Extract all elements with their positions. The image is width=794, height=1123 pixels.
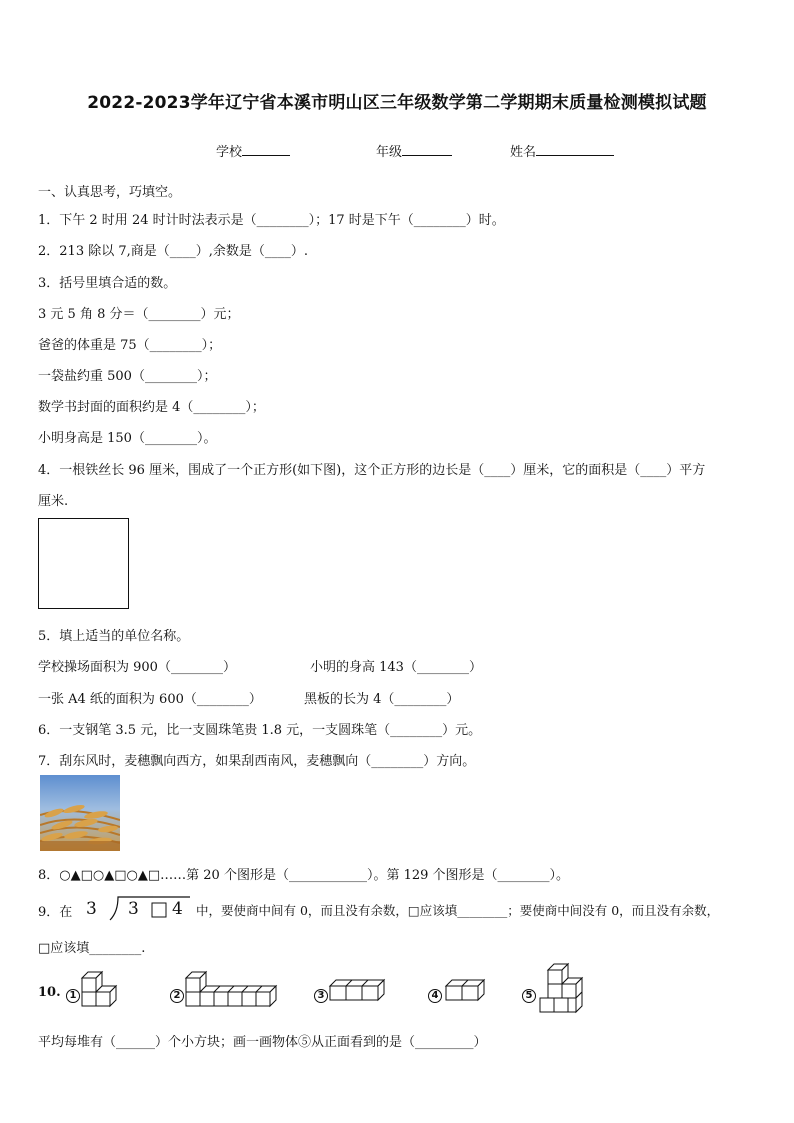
figure-1-number [66,984,80,1003]
figure-number: 5 [522,989,536,1003]
question-4-line2: 厘米. [38,494,69,509]
cube-figure-2 [184,966,280,1016]
question-5: 5．填上适当的单位名称。 [38,629,190,644]
figure-5-number [522,984,536,1003]
cube-figure-3 [328,972,388,1010]
question-6: 6．一支钢笔 3.5 元，比一支圆珠笔贵 1.8 元，一支圆珠笔（________）元。 [38,723,482,738]
question-10-line2: 平均每堆有（______）个小方块；画一画物体⑤从正面看到的是（_________） [38,1035,487,1050]
question-5-row2-left: 一张 A4 纸的面积为 600（________） [38,692,262,707]
grade-blank[interactable] [402,143,452,156]
question-8: 8．○▲□○▲□○▲□……第 20 个图形是（____________）。第 129 个图形是（________）。 [38,868,570,883]
wheat-photo [40,775,120,851]
figure-3-number [314,984,328,1003]
name-label: 姓名 [510,145,537,160]
cube-figure-4 [444,972,490,1010]
question-10-label: 10. [38,985,61,1000]
name-blank[interactable] [536,143,614,156]
question-3-item: 小明身高是 150（________）。 [38,431,217,446]
question-4-line1: 4．一根铁丝长 96 厘米，围成了一个正方形(如下图)，这个正方形的边长是（____）厘米，它的面积是（____）平方 [38,463,706,478]
question-9-prefix: 9．在 [38,905,73,920]
school-field [216,141,290,160]
question-5-row1-right: 小明的身高 143（________） [310,660,482,675]
name-field [510,141,614,160]
question-7: 7．刮东风时，麦穗飘向西方，如果刮西南风，麦穗飘向（________）方向。 [38,754,476,769]
question-1: 1．下午 2 时用 24 时计时法表示是（________）；17 时是下午（________）时。 [38,213,505,228]
section-heading: 一、认真思考，巧填空。 [38,185,182,200]
question-2: 2．213 除以 7,商是（____）,余数是（____）. [38,244,309,259]
cube-figure-1 [80,966,124,1016]
question-5-row1-left: 学校操场面积为 900（________） [38,660,236,675]
figure-number: 3 [314,989,328,1003]
figure-2-number [170,984,184,1003]
cube-figure-5 [538,958,588,1024]
dividend-digit-3: 4 [172,899,183,919]
school-label: 学校 [216,145,243,160]
page-title: 2022-2023学年辽宁省本溪市明山区三年级数学第二学期期末质量检测模拟试题 [87,93,707,113]
divisor: 3 [86,899,97,919]
figure-4-number [428,984,442,1003]
question-3-item: 数学书封面的面积约是 4（________）； [38,400,265,415]
long-division-figure [84,894,194,922]
question-3: 3．括号里填合适的数。 [38,276,177,291]
figure-number: 4 [428,989,442,1003]
square-figure [38,518,129,609]
question-9-rest: 中，要使商中间有 0，而且没有余数，□应该填________；要使商中间没有 0，而且没有余数， [196,903,720,918]
grade-field [376,141,452,160]
question-3-item: 3 元 5 角 8 分＝（________）元； [38,307,240,322]
question-5-row2-right: 黑板的长为 4（________） [304,692,460,707]
dividend-digit-1: 3 [128,899,139,919]
question-9-line2: □应该填________. [38,941,146,956]
question-3-item: 一袋盐约重 500（________）； [38,369,217,384]
figure-number: 1 [66,989,80,1003]
grade-label: 年级 [376,145,403,160]
school-blank[interactable] [242,143,290,156]
question-3-item: 爸爸的体重是 75（________）； [38,338,222,353]
figure-number: 2 [170,989,184,1003]
